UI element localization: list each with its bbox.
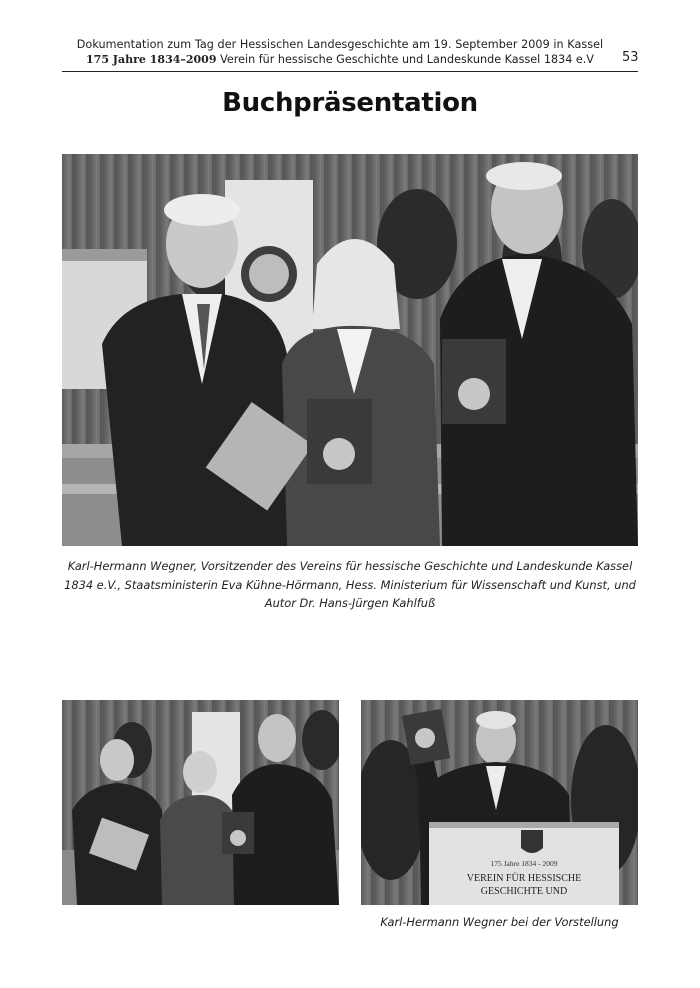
main-photo xyxy=(62,154,638,546)
society-name: Verein für hessische Geschichte und Landeskunde Kassel 1834 e.V xyxy=(220,53,594,66)
header-rule xyxy=(62,71,638,72)
main-photo-image xyxy=(62,154,638,546)
page-number: 53 xyxy=(622,50,639,65)
bottom-left-photo-image xyxy=(62,700,339,905)
podium-anniversary-text: 175 Jahre 1834 - 2009 xyxy=(490,859,558,868)
bottom-right-photo-image xyxy=(361,700,638,905)
anniversary-emblem-text: 175 Jahre 1834–2009 xyxy=(86,53,217,66)
main-photo-caption: Karl-Hermann Wegner, Vorsitzender des Vereins für hessische Geschichte und Landeskunde Kassel 1834 e.V., Staatsministerin Eva Kühne-Hörmann, Hess. Ministerium für Wissenschaft und Kunst, und Autor Dr. Hans-Jürgen Kahlfuß xyxy=(64,559,636,610)
running-header-line1: Dokumentation zum Tag der Hessischen Landesgeschichte am 19. September 2009 in Kassel xyxy=(76,38,604,51)
bottom-left-photo xyxy=(62,700,339,905)
bottom-right-photo xyxy=(361,700,638,905)
podium-society-line2: GESCHICHTE UND xyxy=(480,886,568,897)
running-header-line2 xyxy=(62,53,618,66)
podium-society-line1: VEREIN FÜR HESSISCHE xyxy=(466,873,582,884)
page-title: Buchpräsentation xyxy=(222,88,478,118)
bottom-right-caption: Karl-Hermann Wegner bei der Vorstellung xyxy=(380,915,619,929)
